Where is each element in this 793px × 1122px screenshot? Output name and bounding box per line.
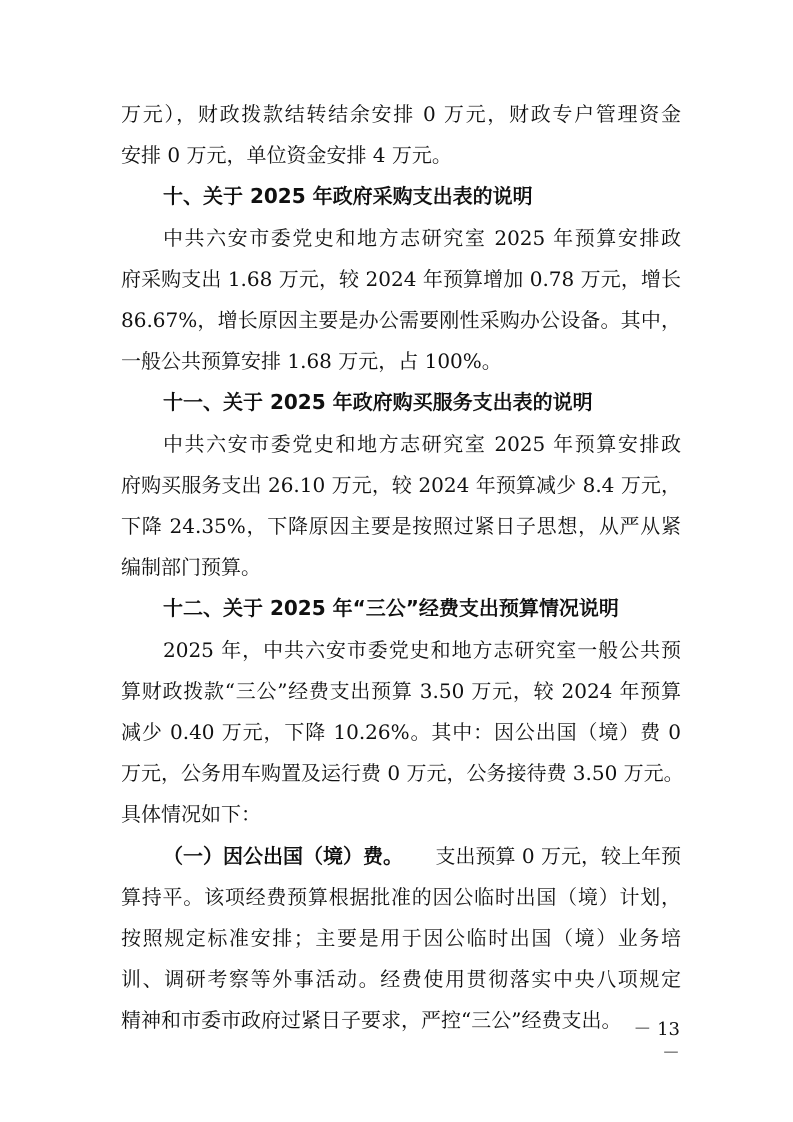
paragraph-line: 按照规定标准安排；主要是用于因公临时出国（境）业务培 [121, 926, 681, 950]
paragraph-text: 支出预算 0 万元，较上年预 [435, 844, 681, 868]
paragraph-line: 下降 24.35%，下降原因主要是按照过紧日子思想，从严从紧 [121, 514, 681, 538]
paragraph-line: 万元，公务用车购置及运行费 0 万元，公务接待费 3.50 万元。 [121, 761, 684, 785]
paragraph-line: 一般公共预算安排 1.68 万元，占 100%。 [121, 349, 502, 373]
paragraph-line: 算持平。该项经费预算根据批准的因公临时出国（境）计划， [121, 885, 681, 909]
paragraph-line: 编制部门预算。 [121, 555, 261, 579]
subsection-heading-one: （一）因公出国（境）费。 [163, 844, 403, 868]
section-heading-eleven: 十一、关于 2025 年政府购买服务支出表的说明 [163, 390, 593, 414]
paragraph-line: 86.67%，增长原因主要是办公需要刚性采购办公设备。其中， [121, 308, 681, 332]
paragraph-line: 减少 0.40 万元，下降 10.26%。其中：因公出国（境）费 0 [121, 720, 681, 744]
section-heading-ten: 十、关于 2025 年政府采购支出表的说明 [163, 184, 533, 208]
paragraph-line: 具体情况如下： [121, 802, 261, 826]
paragraph-line: 训、调研考察等外事活动。经费使用贯彻落实中央八项规定 [121, 967, 681, 991]
paragraph-line: 府采购支出 1.68 万元，较 2024 年预算增加 0.78 万元，增长 [121, 267, 681, 291]
page-number: － 13 － [633, 1019, 680, 1064]
paragraph-line: 中共六安市委党史和地方志研究室 2025 年预算安排政 [163, 432, 681, 456]
subsection-line [163, 842, 681, 870]
paragraph-line: 精神和市委市政府过紧日子要求，严控“三公”经费支出。 [121, 1008, 622, 1032]
section-heading-twelve: 十二、关于 2025 年“三公”经费支出预算情况说明 [163, 596, 619, 620]
paragraph-line: 安排 0 万元，单位资金安排 4 万元。 [121, 143, 452, 167]
paragraph-line: 万元），财政拨款结转结余安排 0 万元，财政专户管理资金 [121, 102, 681, 126]
paragraph-line: 2025 年，中共六安市委党史和地方志研究室一般公共预 [163, 638, 681, 662]
paragraph-line: 算财政拨款“三公”经费支出预算 3.50 万元，较 2024 年预算 [121, 679, 681, 703]
paragraph-line: 中共六安市委党史和地方志研究室 2025 年预算安排政 [163, 226, 681, 250]
paragraph-line: 府购买服务支出 26.10 万元，较 2024 年预算减少 8.4 万元， [121, 473, 681, 497]
